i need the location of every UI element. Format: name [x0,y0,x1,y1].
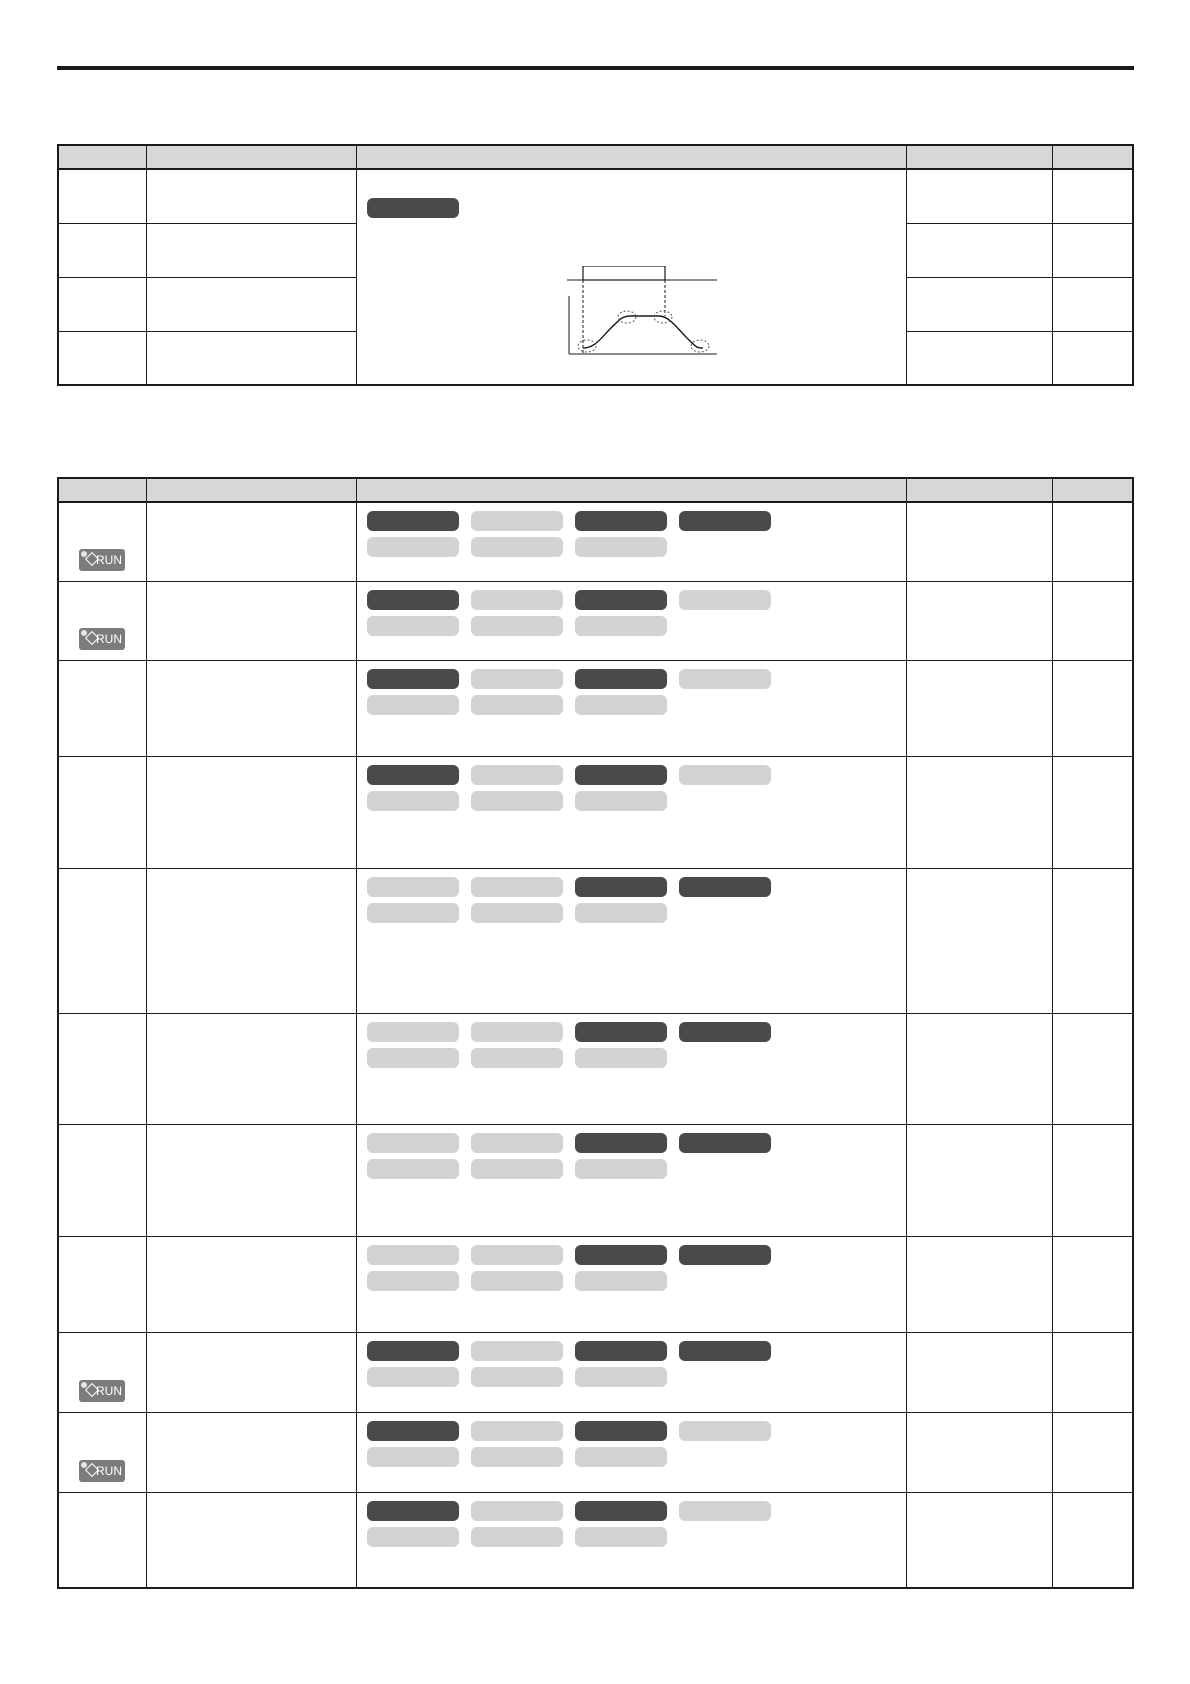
table-cell [1052,223,1133,277]
control-mode-pill [367,903,459,923]
control-mode-pills [367,877,787,929]
control-mode-pill [471,1048,563,1068]
table-cell [58,223,146,277]
table-cell [1052,1492,1133,1588]
run-badge-label: RUN [96,1463,122,1478]
control-mode-pills [367,511,787,563]
table-cell [906,1236,1052,1332]
control-mode-pills [367,1421,787,1473]
control-mode-pill [575,1245,667,1265]
table-cell [906,169,1052,223]
table-cell [906,868,1052,1013]
control-mode-pill [575,695,667,715]
control-mode-pills [367,1501,787,1553]
table-header-row [58,478,1133,502]
control-mode-pill [575,1022,667,1042]
table-row [58,1236,1133,1332]
table-cell [58,1013,146,1124]
table-row [58,1013,1133,1124]
table-cell [906,1013,1052,1124]
table-cell [146,1492,356,1588]
table-cell [58,868,146,1013]
table-row [58,169,1133,223]
table-cell [146,277,356,331]
control-mode-pill [367,1447,459,1467]
control-mode-pill [679,1501,771,1521]
table-cell [58,1412,146,1492]
control-mode-pill [575,537,667,557]
run-badge [79,1460,125,1482]
run-badge [79,628,125,650]
control-mode-pill [679,669,771,689]
table-row [58,868,1133,1013]
control-mode-pill [367,1133,459,1153]
control-mode-cell [356,868,906,1013]
control-mode-cell [356,756,906,868]
table-cell [906,1332,1052,1412]
table-cell [146,581,356,660]
run-badge-label: RUN [96,1383,122,1398]
table-cell [906,223,1052,277]
run-badge-label: RUN [96,631,122,646]
table-cell [906,1124,1052,1236]
control-mode-cell [356,1412,906,1492]
table-cell [1052,581,1133,660]
control-mode-pill [679,1133,771,1153]
table-cell [1052,660,1133,756]
control-mode-cell [356,1124,906,1236]
control-mode-pill [679,1022,771,1042]
table-cell [906,331,1052,385]
control-mode-pill [471,590,563,610]
control-mode-pill [367,765,459,785]
curve-corner-4 [691,340,709,352]
control-mode-pill [471,695,563,715]
table-row [58,1124,1133,1236]
table-cell [58,331,146,385]
control-mode-pill [679,877,771,897]
control-mode-pill [575,1527,667,1547]
table-cell [906,277,1052,331]
control-mode-pill [679,590,771,610]
header-cell [1052,145,1133,169]
s-curve-diagram [567,266,727,382]
control-mode-pill [367,1367,459,1387]
control-mode-pill [575,903,667,923]
control-mode-pill [471,1271,563,1291]
table-cell [146,1332,356,1412]
table-cell [146,756,356,868]
header-cell [146,145,356,169]
control-mode-pill [471,1341,563,1361]
control-mode-pill [679,1421,771,1441]
control-mode-pills [367,1245,787,1297]
table-cell [146,660,356,756]
table-cell [1052,502,1133,581]
table-cell [1052,169,1133,223]
table-cell [906,502,1052,581]
header-cell [146,478,356,502]
table-cell [146,1412,356,1492]
table-header-row [58,145,1133,169]
table-cell [1052,277,1133,331]
control-mode-pill [471,511,563,531]
header-cell [906,478,1052,502]
table-cell [906,1492,1052,1588]
control-mode-cell [356,502,906,581]
table-row [58,581,1133,660]
table-row [58,1492,1133,1588]
run-badge [79,549,125,571]
control-mode-cell [356,1332,906,1412]
table-cell [58,1236,146,1332]
table-cell [1052,868,1133,1013]
control-mode-pill [575,1048,667,1068]
table-cell [146,1124,356,1236]
description-cell [356,169,906,385]
led-dot-icon [81,1462,87,1468]
table-cell [146,868,356,1013]
table-cell [146,169,356,223]
table-cell [58,1124,146,1236]
table-row [58,756,1133,868]
control-mode-pill [575,1421,667,1441]
header-cell [1052,478,1133,502]
control-mode-pill [471,1133,563,1153]
control-mode-pill [679,511,771,531]
table-cell [906,1412,1052,1492]
control-mode-pill [575,1271,667,1291]
control-mode-pill [575,765,667,785]
control-mode-pill [471,1501,563,1521]
control-mode-pill [471,791,563,811]
control-mode-cell [356,660,906,756]
table-cell [1052,331,1133,385]
control-mode-pill [575,791,667,811]
control-mode-pills [367,1022,787,1074]
control-mode-pill [367,1245,459,1265]
run-badge-label: RUN [96,552,122,567]
table-cell [146,1013,356,1124]
control-mode-pill [679,1245,771,1265]
header-cell [58,478,146,502]
table-cell [146,502,356,581]
control-mode-pill [367,1271,459,1291]
table-cell [58,277,146,331]
control-mode-cell [356,1236,906,1332]
control-mode-cell [356,1492,906,1588]
table-cell [146,1236,356,1332]
table-cell [1052,1124,1133,1236]
control-mode-pill [471,877,563,897]
table-cell [58,169,146,223]
control-mode-pill [471,1421,563,1441]
table-cell [58,502,146,581]
control-mode-pill [575,616,667,636]
table-row [58,1412,1133,1492]
table-cell [906,581,1052,660]
control-mode-pill [367,695,459,715]
table-cell [58,1332,146,1412]
table-cell [146,223,356,277]
control-mode-pill [471,1022,563,1042]
control-mode-pill [367,1421,459,1441]
led-dot-icon [81,551,87,557]
table-cell [58,756,146,868]
table-cell [58,1492,146,1588]
led-dot-icon [81,630,87,636]
control-mode-pill [471,1447,563,1467]
table-cell [1052,1013,1133,1124]
control-mode-pill [471,1159,563,1179]
header-cell [356,478,906,502]
table-cell [906,756,1052,868]
control-mode-pill [367,1022,459,1042]
control-mode-pill [471,669,563,689]
control-mode-pill [471,903,563,923]
parameter-table-2 [57,477,1134,1589]
control-mode-pill [367,590,459,610]
control-mode-pill [471,537,563,557]
run-badge [79,1380,125,1402]
control-mode-pill [679,1341,771,1361]
control-mode-pills [367,669,787,721]
control-mode-cell [356,581,906,660]
control-mode-pill [575,877,667,897]
curve-corner-1 [578,340,596,352]
control-mode-pill [575,669,667,689]
control-mode-pill [367,1048,459,1068]
header-cell [906,145,1052,169]
speed-curve [583,316,703,348]
control-mode-pill [367,1527,459,1547]
control-mode-pill [367,791,459,811]
control-mode-cell [356,1013,906,1124]
table-cell [58,660,146,756]
control-mode-pill [367,537,459,557]
control-mode-pill [367,616,459,636]
control-mode-pill [575,1501,667,1521]
table-cell [58,581,146,660]
control-mode-pill [575,590,667,610]
table-cell [1052,1332,1133,1412]
top-rule [57,66,1134,70]
control-mode-pill [575,1159,667,1179]
control-mode-pill [471,765,563,785]
table-row [58,502,1133,581]
control-mode-pill [471,1245,563,1265]
table-row [58,660,1133,756]
control-mode-pills [367,1341,787,1393]
table-cell [146,331,356,385]
control-mode-pills [367,1133,787,1185]
table-cell [1052,1412,1133,1492]
control-mode-pill [471,1367,563,1387]
control-mode-pill [679,765,771,785]
control-mode-pill [367,511,459,531]
control-mode-pill [471,1527,563,1547]
control-mode-pills [367,590,787,642]
led-dot-icon [81,1382,87,1388]
control-mode-pill [575,1341,667,1361]
table-cell [1052,1236,1133,1332]
control-mode-pill [471,616,563,636]
control-mode-pill [575,1447,667,1467]
run-command-pulse [583,266,665,280]
control-mode-pill [575,511,667,531]
table-cell [906,660,1052,756]
control-mode-pill [575,1367,667,1387]
control-mode-pill [575,1133,667,1153]
control-mode-pill [367,1341,459,1361]
header-cell [356,145,906,169]
parameter-table-1 [57,144,1134,386]
control-mode-pill [367,1159,459,1179]
control-mode-pill [367,198,459,218]
control-mode-pill [367,669,459,689]
control-mode-pill [367,877,459,897]
header-cell [58,145,146,169]
control-mode-pills [367,765,787,817]
control-mode-pill [367,1501,459,1521]
table-cell [1052,756,1133,868]
table-row [58,1332,1133,1412]
